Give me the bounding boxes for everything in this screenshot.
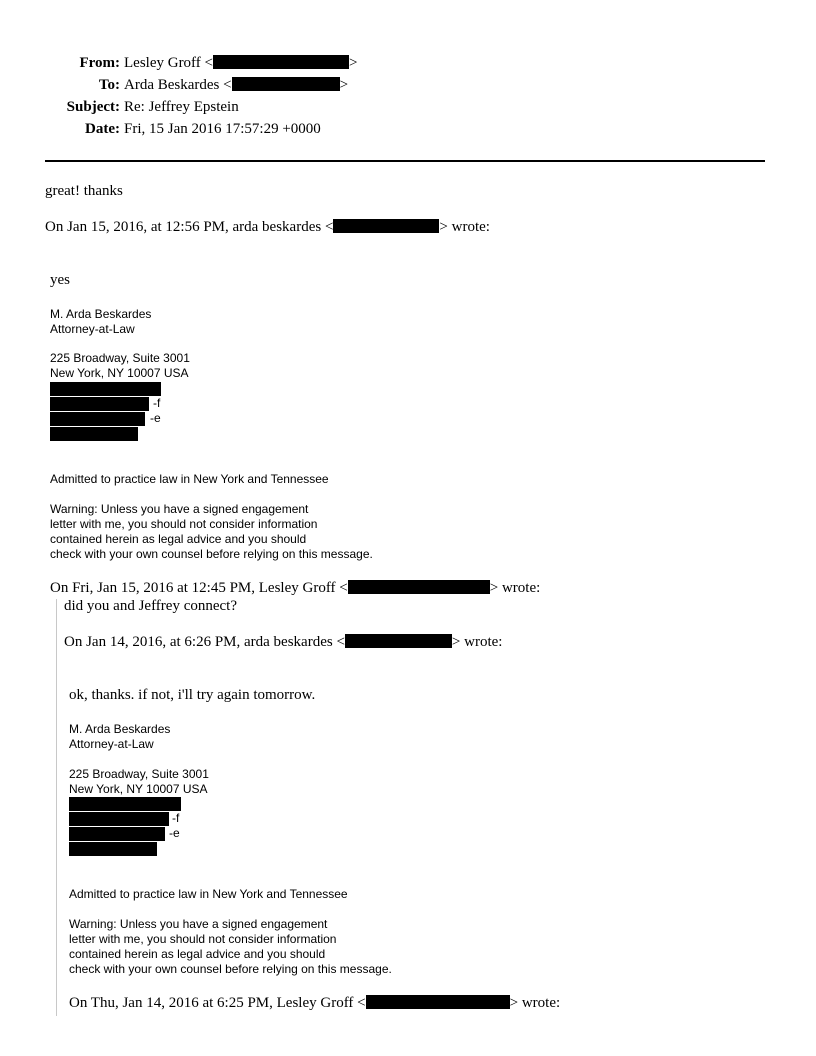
- sig-warning-1: Warning: Unless you have a signed engagement: [50, 502, 309, 516]
- sig-warning-3: contained herein as legal advice and you should: [69, 947, 326, 961]
- quote-intro-2: [50, 580, 540, 597]
- subject-value: Re: Jeffrey Epstein: [124, 99, 239, 115]
- sig-address-1: 225 Broadway, Suite 3001: [50, 351, 190, 365]
- from-label-cell: [40, 53, 120, 73]
- to-end: >: [339, 77, 349, 93]
- sig-name: M. Arda Beskardes: [50, 307, 152, 321]
- fax-suffix: -f: [153, 396, 161, 410]
- date-value: Fri, 15 Jan 2016 17:57:29 +0000: [124, 121, 321, 137]
- subject-label: Subject:: [66, 99, 120, 115]
- sig-warning-3: contained herein as legal advice and you should: [50, 532, 307, 546]
- redacted-phone: [69, 797, 181, 811]
- redacted-fax: [69, 812, 169, 826]
- redacted-phone: [50, 382, 161, 396]
- redacted-email: [232, 77, 340, 91]
- quote-intro-end: > wrote:: [509, 995, 561, 1011]
- redacted-email: [366, 995, 510, 1009]
- redacted-email: [333, 219, 439, 233]
- quote-bar-outer: [56, 599, 57, 1016]
- reply-yes: yes: [50, 272, 70, 288]
- quote-intro-3: [64, 634, 502, 651]
- quote-body-3: ok, thanks. if not, i'll try again tomorrow.: [69, 687, 316, 703]
- redacted-web: [69, 842, 157, 856]
- sig-title: Attorney-at-Law: [50, 322, 135, 336]
- from-label: From:: [79, 55, 120, 71]
- sig-address-2: New York, NY 10007 USA: [50, 366, 189, 380]
- quote-intro-4: [69, 995, 560, 1012]
- to-field: [124, 75, 348, 95]
- date-label-cell: [40, 119, 120, 139]
- redacted-email: [348, 580, 490, 594]
- quote-intro-text: On Fri, Jan 15, 2016 at 12:45 PM, Lesley Groff <: [50, 580, 348, 596]
- from-value: Lesley Groff <: [124, 55, 213, 71]
- redacted-email: [213, 55, 349, 69]
- redacted-web: [50, 427, 138, 441]
- from-end: >: [349, 55, 358, 71]
- email-suffix: -e: [169, 826, 180, 840]
- sig-admitted: Admitted to practice law in New York and Tennessee: [50, 472, 329, 486]
- redacted-email: [345, 634, 452, 648]
- quote-intro-1: [45, 219, 490, 236]
- sig-warning-2: letter with me, you should not consider information: [50, 517, 318, 531]
- redacted-fax: [50, 397, 149, 411]
- to-value: Arda Beskardes <: [124, 77, 232, 93]
- to-label-cell: [40, 75, 120, 95]
- sig-warning-2: letter with me, you should not consider information: [69, 932, 337, 946]
- sig-title: Attorney-at-Law: [69, 737, 154, 751]
- quote-intro-text: On Jan 15, 2016, at 12:56 PM, arda beskardes <: [45, 219, 334, 235]
- quote-intro-text: On Jan 14, 2016, at 6:26 PM, arda beskardes <: [64, 634, 345, 650]
- sig-name: M. Arda Beskardes: [69, 722, 171, 736]
- date-label: Date:: [85, 121, 120, 137]
- quote-body-2: did you and Jeffrey connect?: [64, 598, 237, 614]
- redacted-email: [69, 827, 165, 841]
- email-suffix: -e: [150, 411, 161, 425]
- redacted-email: [50, 412, 145, 426]
- header-divider: [45, 160, 765, 162]
- fax-suffix: -f: [172, 811, 180, 825]
- from-field: [124, 53, 357, 73]
- quote-intro-end: > wrote:: [489, 580, 541, 596]
- message-body: great! thanks: [45, 183, 123, 199]
- sig-address-2: New York, NY 10007 USA: [69, 782, 208, 796]
- sig-warning-4: check with your own counsel before relying on this message.: [69, 962, 392, 976]
- to-label: To:: [98, 77, 120, 93]
- subject-label-cell: [40, 97, 120, 117]
- sig-warning-4: check with your own counsel before relying on this message.: [50, 547, 373, 561]
- sig-address-1: 225 Broadway, Suite 3001: [69, 767, 209, 781]
- quote-intro-text: On Thu, Jan 14, 2016 at 6:25 PM, Lesley Groff <: [69, 995, 366, 1011]
- sig-warning-1: Warning: Unless you have a signed engagement: [69, 917, 328, 931]
- sig-admitted: Admitted to practice law in New York and Tennessee: [69, 887, 348, 901]
- quote-intro-end: > wrote:: [439, 219, 490, 235]
- quote-intro-end: > wrote:: [451, 634, 503, 650]
